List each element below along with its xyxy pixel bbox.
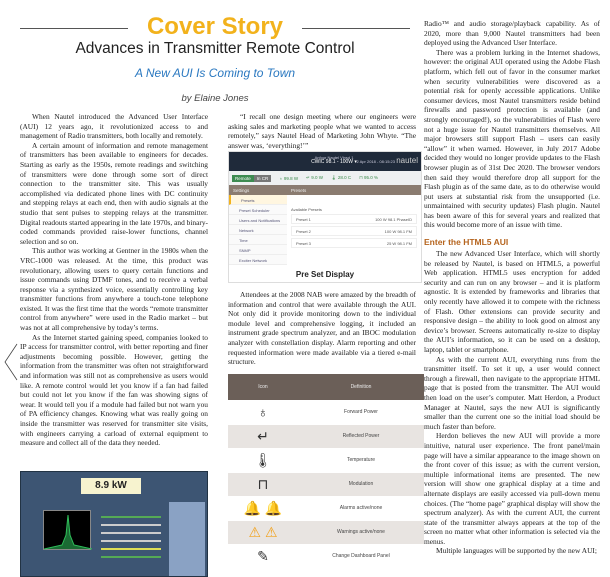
station-select[interactable]: CWIC 98.1 - 100W ▾	[311, 159, 357, 165]
paragraph: When Nautel introduced the Advanced User Interface (AUI) 12 years ago, it revolutionized access to and management of Radio transmitters, both locally and remotely.	[20, 112, 208, 141]
article-subtitle: A New AUI Is Coming to Town	[134, 66, 296, 80]
paragraph: As the Internet started gaining speed, companies looked to IP access for transmitter control, with better reporting and finer adjustments becoming possible. However, getting the information from the transmitter was often not straightforward and information was still not as comprehensive as users would like. A remote control would let you know if a fan had failed but could not let you know if the fan was showing signs of wear. It would tell you if a module had failed but not warn you of PA efficiency changes. Knowing what was really going on inside the transmitter was reserved for transmitter site visits, with engineers carrying a carload of external equipment to measure and collect all of the data they needed.	[20, 332, 208, 448]
aui-tabbar	[229, 185, 421, 195]
paragraph: Attendees at the 2008 NAB were amazed by the breadth of information and control that were available through the AUI. Not only did it provide monitoring down to the individual module level and comprehensive logging, it included an instrument grade spectrum analyzer, and an IBOC modulation analyzer with constellation display. Alarm reporting and other requested information were made available via a tiered e-mail structure.	[228, 290, 416, 367]
preset-row[interactable]	[291, 214, 417, 224]
preset-row[interactable]	[291, 226, 417, 236]
preset-name: Preset 1	[296, 216, 311, 222]
datetime: 2 Apr 2018 - 08:15:23	[356, 159, 395, 164]
preset-info: 25 W 98.1 FM	[386, 240, 412, 246]
status-panel	[169, 502, 205, 576]
paragraph: The new Advanced User Interface, which will shortly be released by Nautel, is based on HTML5, a powerful Web application. HTML5 uses encryption for added security and can run on any browser – and it is platform agnostic. It is extended by frameworks and libraries that only recently have allowed it to compete with the richness of Flash. Other extensions can provide security and responsive design – the ability to look good on almost any device’s browser. Screens automatically re-size to display the AUI’s information, so it can be used on a desktop, laptop, tablet or smartphone.	[424, 249, 600, 354]
toggle-local[interactable]: In CR	[254, 175, 272, 182]
spectrum-display	[43, 510, 91, 550]
presets-label: Available Presets	[291, 207, 322, 212]
aui-main	[291, 207, 417, 248]
tab-settings[interactable]: Settings	[233, 188, 250, 193]
sidebar-item-scheduler[interactable]: Preset Scheduler	[229, 205, 287, 215]
thermometer-icon: 🌡	[228, 448, 298, 472]
reflected-icon: ↵	[228, 424, 298, 448]
paragraph: Radio™ and audio storage/playback capability. As of 2020, more than 9,000 Nautel transmitters had been deployed using the Advanced User Interface.	[424, 19, 600, 48]
definition: Alarms active/none	[298, 496, 424, 520]
quote-paragraph: “I recall one design meeting where our engineers were asking sales and marketing people what we wanted to access remotely,” says Nautel Head of Marketing John Whyte. “The answer was, ‘everything!’”	[228, 112, 416, 150]
new-aui-screenshot	[228, 151, 422, 283]
warning-icon: ⚠ ⚠	[228, 520, 298, 544]
icon-legend-table	[228, 374, 424, 569]
preset-row[interactable]	[291, 238, 417, 248]
legacy-aui-screenshot	[20, 471, 208, 577]
section-header	[20, 14, 410, 40]
column-3	[424, 19, 600, 556]
column-2	[228, 112, 416, 150]
preset-name: Preset 2	[296, 228, 311, 234]
column-1	[20, 112, 208, 448]
sidebar-item-snmp[interactable]: SNMP	[229, 245, 287, 255]
definition: Forward Power	[298, 400, 424, 424]
callout-line-graphic	[4, 342, 18, 382]
reflected-power-reading: ↵ 9.0 W	[306, 175, 323, 180]
nautel-logo: nautel	[396, 156, 418, 165]
header-definition: Definition	[298, 374, 424, 400]
header-icon: Icon	[228, 374, 298, 400]
edit-icon: ✎	[228, 544, 298, 568]
power-readout: 8.9 kW	[81, 478, 141, 494]
paragraph: Herdon believes the new AUI will provide a more intuitive, natural user experience. The front panel/main page will have a similar appearance to the image shown on the front cover of this issue; as with the current version, multiple informational items are presented. The new version will show one graphical display at a time and alternate displays are easily accessed via pull-down menu choices. (The “home page” graphical display will show the spectrum analyzer). As with the current AUI, the current state of the transmitter always appears at the top of the screen no matter what other information is selected via the menus.	[424, 431, 600, 546]
section-heading: Enter the HTML5 AUI	[424, 237, 509, 248]
definition: Modulation	[298, 472, 424, 496]
modulation-reading: ⊓ 95.0 %	[359, 175, 378, 180]
sidebar-item-presets[interactable]: Presets	[229, 195, 287, 205]
tower-icon: ♁	[228, 400, 298, 424]
definition: Temperature	[298, 448, 424, 472]
sidebar-item-exciter-network[interactable]: Exciter Network	[229, 255, 287, 265]
aui-sidebar	[229, 195, 287, 265]
modulation-icon: ⊓	[228, 472, 298, 496]
definition: Warnings active/none	[298, 520, 424, 544]
status-bar	[229, 171, 421, 185]
section-title: Cover Story	[146, 13, 284, 40]
paragraph: A certain amount of information and remote management of transmitters has been available to engineers for decades. Starting as early as the 1950s, remote readings and switching of transmitters were done through some sort of direct connection to the transmitter site. This was usually accomplished via dedicated phone lines with DC continuity and stepping relays at each end, then with audio signals at the studio that sent pulses to stepping relays at the transmitter. Digital readouts started appearing in the late 1970s, and binary-coded commands provided raise-lower functions, channel selection and so on.	[20, 140, 208, 246]
byline: by Elaine Jones	[181, 93, 249, 104]
bell-icon: 🔔 🔔	[228, 496, 298, 520]
remote-toggle[interactable]	[232, 175, 271, 182]
paragraph: This author was working at Gentner in the 1980s when the VRC-1000 was released. At the time, this product was revolutionary, allowing users to query certain functions and issue commands using DTMF tones, and to receive a verbal response via a synthesized voice, essentially controlling key transmitter functions from anywhere a touch-tone telephone existed. It was the first time that the words “remote transmitter control from anywhere” were used in the Radio market – but was not at all comprehensive by today’s terms.	[20, 246, 208, 333]
paragraph: There was a problem lurking in the Internet shadows, however: the original AUI operated using the Adobe Flash platform, which fell out of favor in the consumer market when security vulnerabilities were discovered as a potential risk for openly accessible applications. Unlike consumer devices, most Nautel transmitters reside behind firewalls and password protection is available (and strongly encouraged!), so the vulnerabilities of Flash were not a huge issue for Nautel transmitters themselves. All major browsers still support Flash – users can easily “allow” it when warned. However, in July 2017 Adobe decided they would no longer provide updates to the Flash browser plugin as of 31st Dec 2020. The browser vendors then said they would therefore drop all support for the Flash plugin as of the same date, as to do otherwise would put users at substantial risk from the unsupported (i.e. unmaintained with security updates) Flash plugin. Nautel has been aware of this for several years and realized that this would become more of an issue with time.	[424, 47, 600, 230]
forward-power-reading: ♁ 99.8 W	[279, 175, 299, 181]
definition: Reflected Power	[298, 424, 424, 448]
preset-info: 100 W 98.1 FM	[384, 228, 412, 234]
paragraph: As with the current AUI, everything runs from the transmitter itself. To set it up, a user would connect through a firewall, then navigate to the appropriate HTML page that is posted from the transmitter. The AUI would then load on the user’s computer. Matt Herdon, a Product Manager at Nautel, says the new AUI is significantly smaller than the current one so the initial load should be much faster than before.	[424, 354, 600, 431]
preset-info: 100 W 98.1 PhaseID	[375, 216, 412, 222]
station-label: Anfour Nautel Vinsd 1	[314, 155, 354, 160]
sidebar-item-network[interactable]: Network	[229, 225, 287, 235]
figure-caption: Pre Set Display	[295, 270, 355, 279]
meter-bars	[101, 510, 161, 570]
toggle-remote[interactable]: Remote	[232, 175, 254, 182]
definition: Change Dashboard Panel	[298, 544, 424, 568]
article-title: Advances in Transmitter Remote Control	[75, 40, 355, 57]
aui-topbar	[229, 152, 421, 171]
preset-name: Preset 3	[296, 240, 311, 246]
column-2-lower	[228, 290, 416, 367]
sidebar-item-users[interactable]: Users and Notifications	[229, 215, 287, 225]
paragraph: Multiple languages will be supported by the new AUI;	[436, 546, 597, 556]
tab-presets[interactable]: Presets	[291, 188, 307, 193]
sidebar-item-time[interactable]: Time	[229, 235, 287, 245]
temperature-reading: 🌡 28.0 C	[330, 175, 352, 180]
